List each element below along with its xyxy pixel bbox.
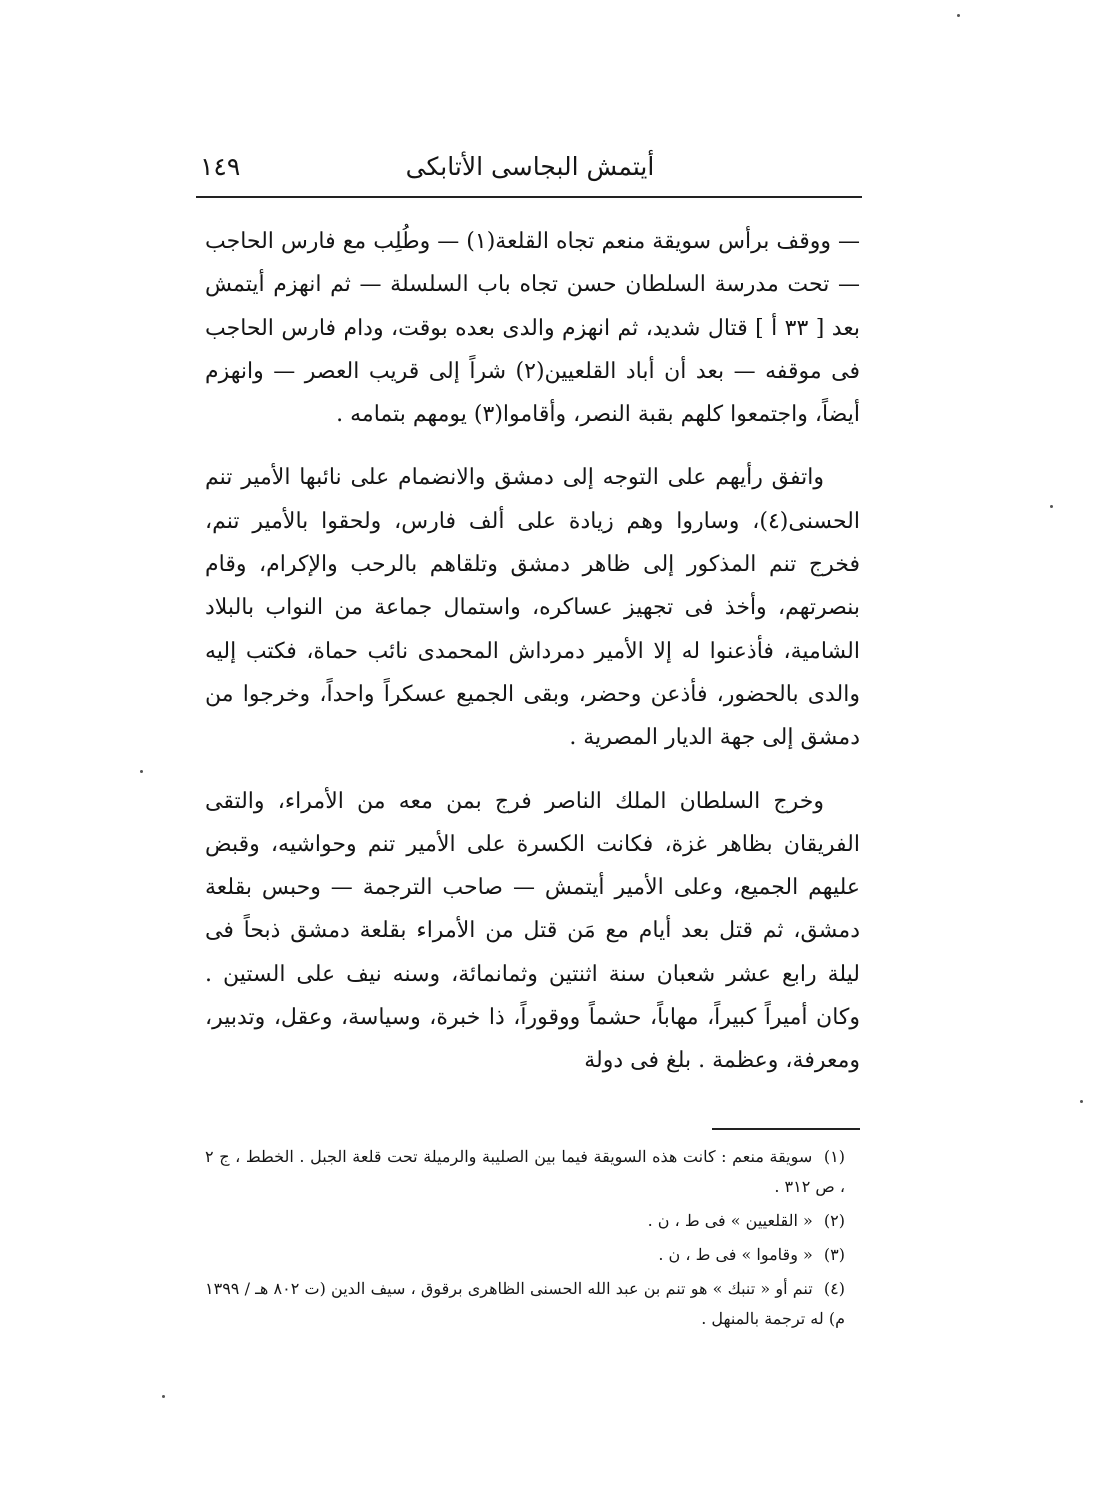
scan-speck [1080, 1100, 1083, 1103]
footnote-text: تنم أو « تنبك » هو تنم بن عبد الله الحسنى الظاهرى برقوق ، سيف الدين (ت ٨٠٢ هـ / ١٣٩٩ م) له ترجمة بالمنهل . [205, 1279, 845, 1328]
footnote-number: (٤) [823, 1279, 846, 1298]
scan-speck [140, 770, 143, 773]
footnote [205, 1274, 857, 1334]
footnotes [205, 1142, 857, 1338]
header-rule [196, 196, 862, 198]
main-text [205, 220, 860, 1083]
paragraph: — ووقف برأس سويقة منعم تجاه القلعة(١) — وطُلِب مع فارس الحاجب — تحت مدرسة السلطان حسن تجاه باب السلسلة — ثم انهزم أيتمش بعد [ ٣٣ أ ] قتال شديد، ثم انهزم والدى بعده بوقت، ودام فارس الحاجب فى موقفه — بعد أن أباد القلعيين(٢) شراً إلى قريب العصر — وانهزم أيضاً، واجتمعوا كلهم بقبة النصر، وأقاموا(٣) يومهم بتمامه . [205, 229, 861, 428]
scan-speck [162, 1395, 165, 1398]
footnote [205, 1142, 857, 1202]
paragraph: وخرج السلطان الملك الناصر فرج بمن معه من الأمراء، والتقى الفريقان بظاهر غزة، فكانت الكسرة على الأمير تنم وحواشيه، وقبض عليهم الجميع، وعلى الأمير أيتمش — صاحب الترجمة — وحبس بقلعة دمشق، ثم قتل بعد أيام مع مَن قتل من الأمراء بقلعة دمشق ذبحاً فى ليلة رابع عشر شعبان سنة اثنتين وثمانمائة، وسنه نيف على الستين . وكان أميراً كبيراً، مهاباً، حشماً ووقوراً، ذا خبرة، وسياسة، وعقل، وتدبير، ومعرفة، وعظمة . بلغ فى دولة [205, 788, 861, 1074]
footnote [205, 1206, 857, 1236]
footnote-number: (١) [823, 1147, 845, 1166]
paragraph: واتفق رأيهم على التوجه إلى دمشق والانضمام على نائبها الأمير تنم الحسنى(٤)، وساروا وهم زيادة على ألف فارس، ولحقوا بالأمير تنم، فخرج تنم المذكور إلى ظاهر دمشق وتلقاهم بالرحب والإكرام، وقام بنصرتهم، وأخذ فى تجهيز عساكره، واستمال جماعة من النواب بالبلاد الشامية، فأذعنوا له إلا الأمير دمرداش المحمدى نائب حماة، فكتب إليه والدى بالحضور، فأذعن وحضر، وبقى الجميع عسكراً واحداً، وخرجوا من دمشق إلى جهة الديار المصرية . [205, 465, 860, 751]
footnote-text: « وقاموا » فى ط ، ن . [658, 1245, 813, 1264]
footnote-separator [712, 1128, 860, 1130]
scan-speck [957, 14, 960, 17]
running-title: أيتمش البجاسى الأتابكى [405, 152, 655, 181]
footnote-number: (٣) [823, 1245, 845, 1264]
page-header [200, 150, 860, 186]
scan-speck [1050, 505, 1053, 508]
footnote-text: سويقة منعم : كانت هذه السويقة فيما بين الصليبة والرميلة تحت قلعة الجبل . الخطط ، ج ٢ ، ص ٣١٢ . [205, 1147, 845, 1196]
page-number: ١٤٩ [200, 152, 241, 181]
footnote [205, 1240, 857, 1270]
footnote-text: « القلعيين » فى ط ، ن . [647, 1211, 813, 1230]
footnote-number: (٢) [823, 1211, 845, 1230]
